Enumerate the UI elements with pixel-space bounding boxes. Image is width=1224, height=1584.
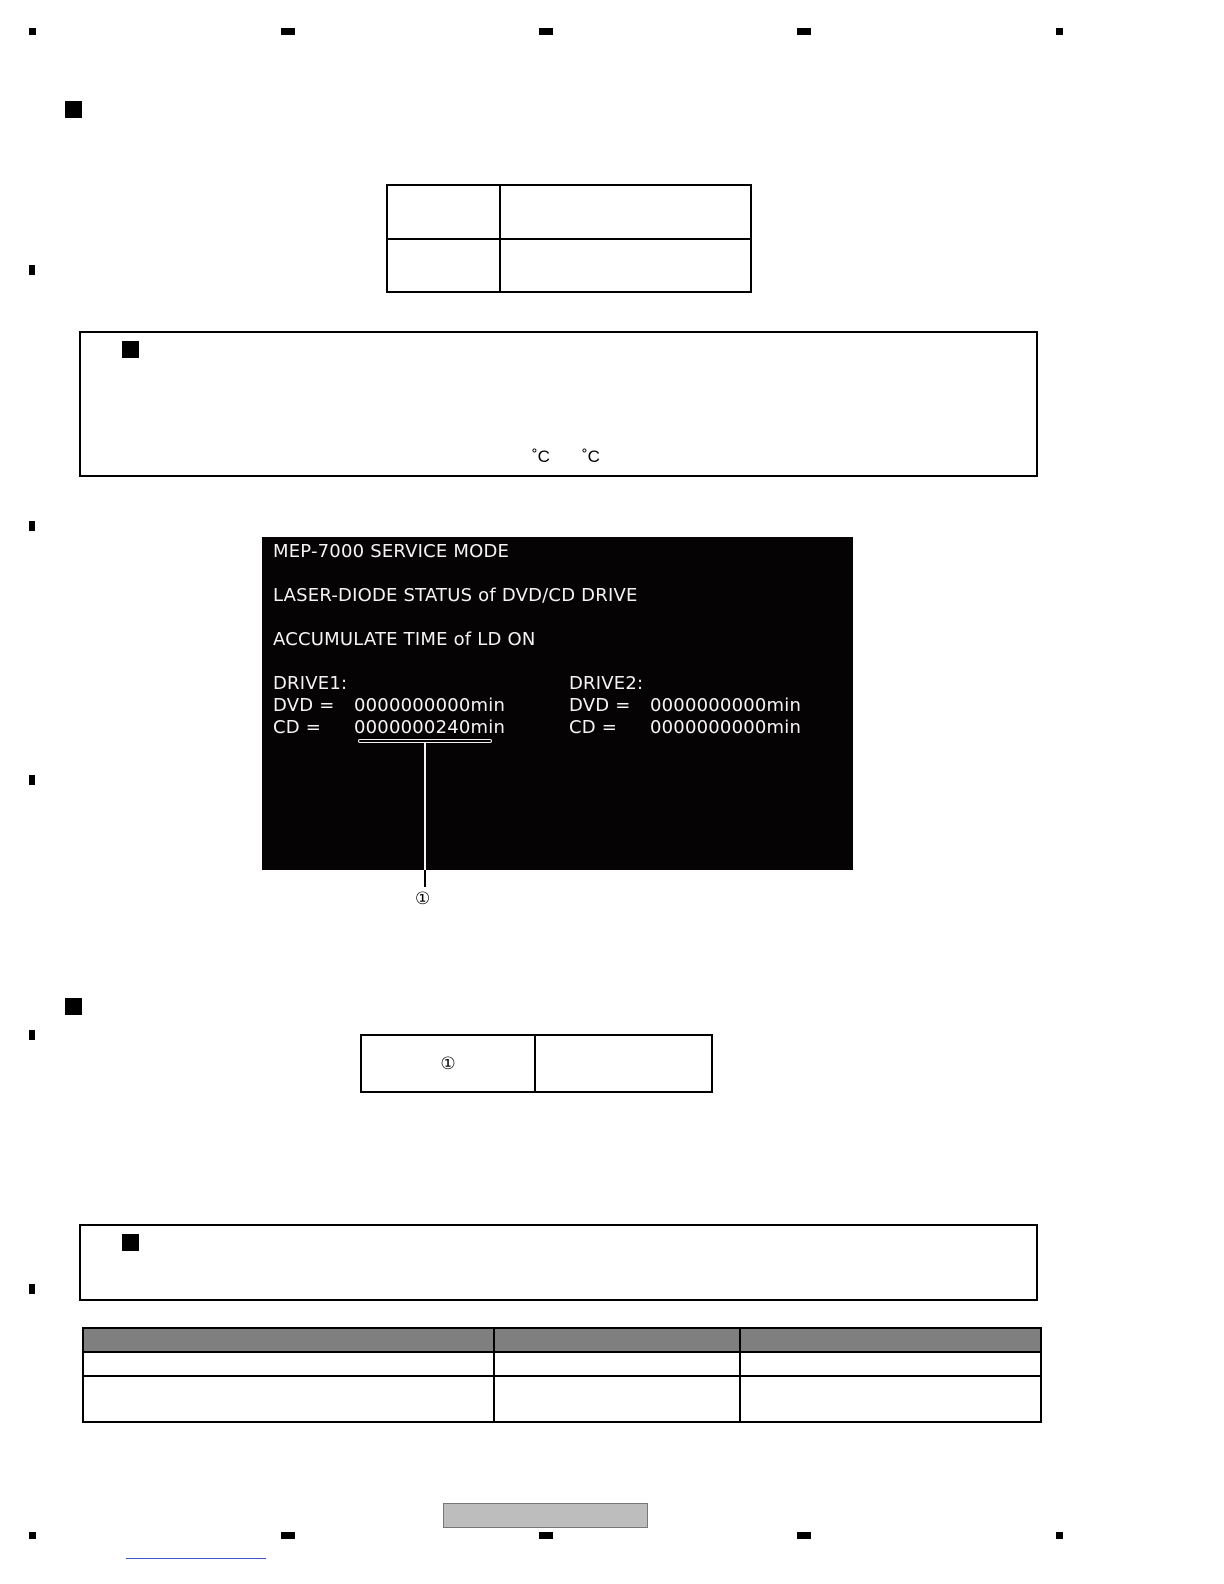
table-header-cell: [494, 1328, 740, 1352]
temperature-unit: ˚C: [532, 447, 550, 466]
callout-leader: [424, 870, 426, 887]
table-header-cell: [83, 1328, 494, 1352]
registration-mark: [1056, 28, 1063, 35]
small-table-cell: [534, 1034, 713, 1093]
registration-mark: [29, 28, 36, 35]
registration-mark: [29, 521, 35, 531]
callout-line: [424, 742, 426, 870]
drive2-cd-value: 0000000000min: [650, 717, 802, 738]
drive1-cd-label: CD =: [273, 717, 322, 738]
registration-mark: [29, 775, 35, 785]
screen-subtitle: LASER-DIODE STATUS of DVD/CD DRIVE: [273, 585, 638, 606]
registration-mark: [539, 1532, 553, 1539]
top-table: [386, 184, 752, 293]
table-cell: [83, 1352, 494, 1376]
top-table-cell: [386, 238, 501, 293]
small-table-cell: [360, 1034, 536, 1093]
note-box: [79, 1224, 1038, 1301]
drive1-cd-value: 0000000240min: [354, 717, 506, 738]
registration-mark: [29, 1030, 35, 1040]
service-mode-screen: [262, 537, 853, 870]
registration-mark: [797, 1532, 811, 1539]
table-cell: [740, 1376, 1041, 1422]
table-cell: [494, 1352, 740, 1376]
note-bullet: [122, 341, 139, 358]
table-cell: [83, 1376, 494, 1422]
table-header-row: [83, 1328, 1041, 1352]
section-bullet: [65, 101, 82, 118]
small-table: [360, 1034, 713, 1093]
screen-title: MEP-7000 SERVICE MODE: [273, 541, 510, 562]
table-cell: [740, 1352, 1041, 1376]
registration-mark: [1056, 1532, 1063, 1539]
screen-heading: ACCUMULATE TIME of LD ON: [273, 629, 536, 650]
drive2-cd-label: CD =: [569, 717, 618, 738]
registration-mark: [281, 28, 295, 35]
page-number-bar: [443, 1503, 648, 1528]
drive1-label: DRIVE1:: [273, 673, 348, 694]
table-cell: [494, 1376, 740, 1422]
top-table-cell: [499, 184, 752, 240]
registration-mark: [797, 28, 811, 35]
callout-marker: ①: [415, 889, 431, 908]
registration-mark: [539, 28, 553, 35]
section-bullet: [65, 998, 82, 1015]
registration-mark: [29, 1532, 36, 1539]
temperature-unit: ˚C: [582, 447, 600, 466]
drive2-dvd-label: DVD =: [569, 695, 631, 716]
note-box: [79, 331, 1038, 477]
drive1-dvd-label: DVD =: [273, 695, 335, 716]
drive1-dvd-value: 0000000000min: [354, 695, 506, 716]
registration-mark: [29, 265, 35, 275]
table-header-cell: [740, 1328, 1041, 1352]
top-table-cell: [386, 184, 501, 240]
drive2-label: DRIVE2:: [569, 673, 644, 694]
top-table-cell: [499, 238, 752, 293]
bottom-table: [82, 1327, 1042, 1423]
registration-mark: [281, 1532, 295, 1539]
registration-mark: [29, 1284, 35, 1294]
drive2-dvd-value: 0000000000min: [650, 695, 802, 716]
footer-link-underline[interactable]: [126, 1558, 266, 1559]
table-row: [83, 1352, 1041, 1376]
table-row: [83, 1376, 1041, 1422]
small-table-marker: ①: [440, 1053, 456, 1073]
note-bullet: [122, 1234, 139, 1251]
